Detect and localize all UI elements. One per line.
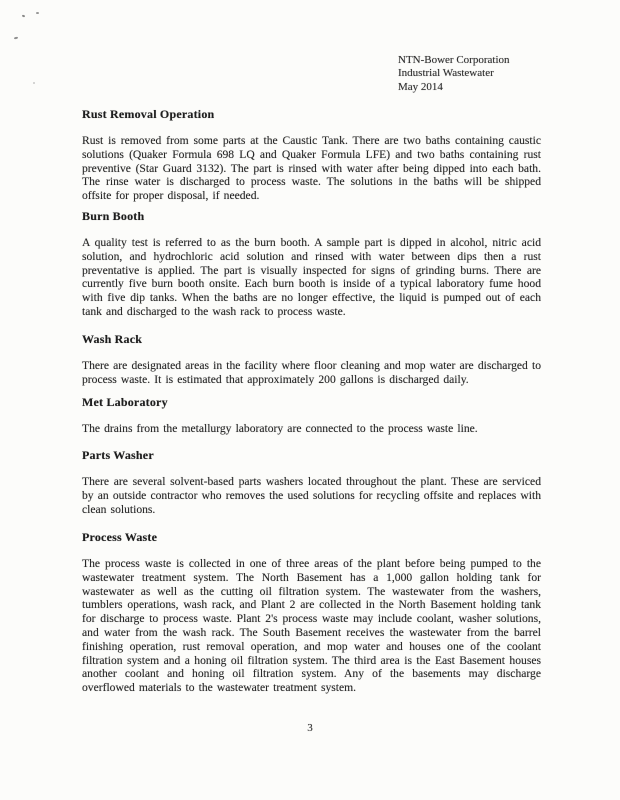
document-header	[398, 54, 510, 94]
section-heading: Parts Washer	[82, 448, 154, 462]
section-paragraph: The drains from the metallurgy laboratory are connected to the process waste line.	[82, 422, 478, 435]
section-paragraph: Rust is removed from some parts at the Caustic Tank. There are two baths containing caustic solutions (Quaker Formula 698 LQ and Quaker Formula LFE) and two baths containing rust preventive (Star Guard 3132). The part is rinsed with water after being dipped into each bath. The rinse water is discharged to process waste. The solutions in the baths will be shipped offsite for proper disposal, if needed.	[82, 134, 541, 203]
section-paragraph: A quality test is referred to as the burn booth. A sample part is dipped in alcohol, nitric acid solution, and hydrochloric acid solution and rinsed with water between dips then a rust preventative is applied. The part is visually inspected for signs of grinding burns. There are currently five burn booth onsite. Each burn booth is inside of a typical laboratory fume hood with five dip tanks. When the baths are no longer effective, the liquid is pumped out of each tank and discharged to the wash rack to process waste.	[82, 236, 541, 318]
section-burn-booth	[82, 209, 541, 319]
section-paragraph: The process waste is collected in one of three areas of the plant before being pumped to the wastewater treatment system. The North Basement has a 1,000 gallon holding tank for wastewater as well as the cutting oil filtration system. The wastewater from the washers, tumblers operations, wash rack, and Plant 2 are collected in the North Basement holding tank for discharge to process waste. Plant 2's process waste may include coolant, washer solutions, and water from the wash rack. The South Basement receives the wastewater from the barrel finishing operation, rust removal operation, and mop water and houses one of the coolant filtration system and a honing oil filtration system. The third area is the East Basement houses another coolant and honing oil filtration system. Any of the basements may discharge overflowed materials to the wastewater treatment system.	[82, 557, 541, 695]
section-met-laboratory	[82, 395, 541, 436]
section-paragraph: There are several solvent-based parts washers located throughout the plant. These are serviced by an outside contractor who removes the used solutions for recycling offsite and replaces with clean solutions.	[82, 475, 541, 516]
section-heading: Process Waste	[82, 530, 158, 544]
scan-speck	[14, 37, 18, 40]
section-wash-rack	[82, 332, 541, 387]
section-rust-removal-operation	[82, 107, 541, 203]
section-heading: Met Laboratory	[82, 395, 168, 409]
scan-speck	[22, 15, 26, 18]
page-number: 3	[307, 722, 313, 734]
header-subject: Industrial Wastewater	[398, 67, 494, 80]
scan-speck	[33, 82, 35, 84]
section-heading: Burn Booth	[82, 209, 145, 223]
header-company: NTN-Bower Corporation	[398, 54, 510, 66]
scan-speck	[36, 12, 39, 14]
section-process-waste	[82, 530, 541, 695]
section-parts-washer	[82, 448, 541, 516]
section-heading: Wash Rack	[82, 332, 143, 346]
section-paragraph: There are designated areas in the facility where floor cleaning and mop water are discharged to process waste. It is estimated that approximately 200 gallons is discharged daily.	[82, 359, 541, 386]
section-heading: Rust Removal Operation	[82, 107, 215, 121]
header-date: May 2014	[398, 80, 443, 93]
